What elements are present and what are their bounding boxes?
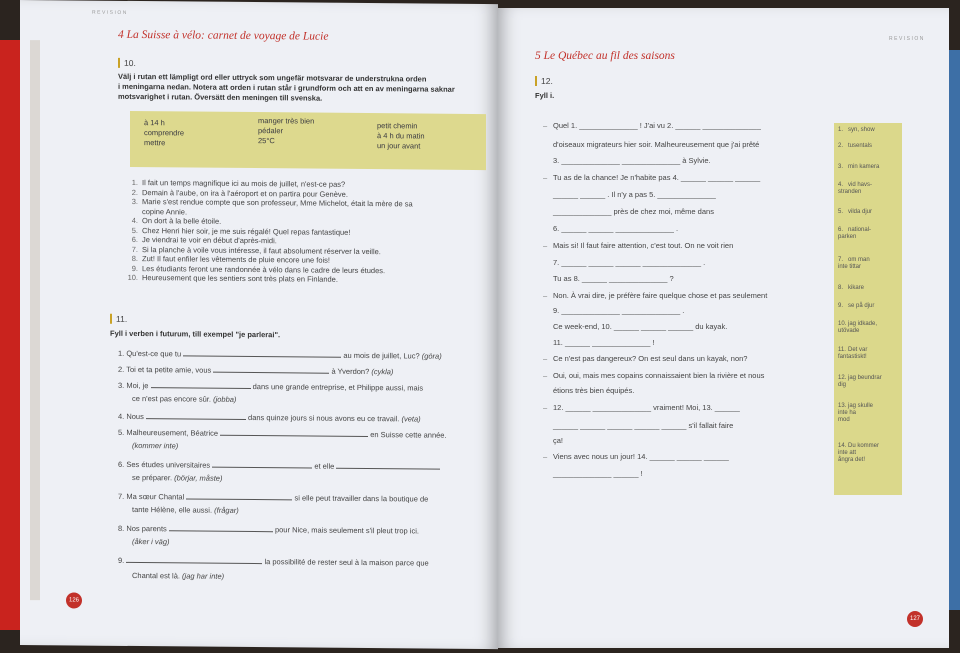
gloss-item: 2. tusentals [838, 143, 873, 149]
running-head: REVISION [92, 9, 128, 16]
gloss-item: 3. min kamera [838, 164, 880, 170]
lesson-title: 5 Le Québec au fil des saisons [535, 50, 675, 62]
dialogue-line: – Quel 1. ______________ ! J'ai vu 2. ______ ______________ [543, 121, 761, 130]
word-item: 25°C [258, 136, 275, 146]
answer-blank[interactable] [169, 523, 273, 532]
word-item: un jour avant [377, 141, 421, 151]
right-page [497, 8, 949, 648]
sentence-list [126, 178, 496, 295]
word-item: comprendre [144, 128, 185, 138]
fill-item: 7. Ma sœur Chantal si elle peut travailler dans la boutique de [118, 491, 429, 504]
page-number: 126 [66, 592, 82, 608]
answer-blank[interactable] [186, 491, 292, 500]
exercise-instruction: Fyll i. [535, 91, 555, 100]
sentence: 9. Les étudiants feront une randonnée à vélo dans le cadre de leurs études. [131, 263, 386, 275]
sentence [126, 282, 496, 295]
word-item: à 14 h [144, 118, 165, 128]
dialogue-line: – Ce n'est pas dangereux? On est seul dans un kayak, non? [543, 354, 748, 363]
glossary-box [834, 123, 902, 495]
gloss-item: 10. jag idkade, utövade [838, 321, 878, 334]
page-stripe [30, 40, 40, 600]
gloss-item: 13. jag skulle inte ha mod [838, 403, 874, 423]
instruction-line: i meningarna nedan. Notera att orden i rutan står i grundform och att en av meningarna saknar [118, 81, 455, 94]
answer-blank[interactable] [183, 348, 341, 357]
dialogue-line: étions très bien équipés. [553, 386, 635, 395]
sentence: 2. Demain à l'aube, on ira à l'aéroport et on partira pour Genève. [131, 187, 348, 199]
gloss-item: 7. om man inte tittar [838, 257, 870, 270]
fill-item: se préparer. (börjar, måste) [132, 472, 223, 483]
sentence: 4. On dort à la belle étoile. [131, 215, 222, 226]
dialogue-line: ça! [553, 436, 564, 445]
dialogue-line: ______________ près de chez moi, même dans [553, 207, 714, 216]
dialogue-line: – Non. À vrai dire, je préfère faire quelque chose et pas seulement [543, 291, 768, 300]
gloss-item: 8. kikare [838, 285, 865, 291]
word-item: à 4 h du matin [377, 131, 425, 141]
gloss-item: 11. Det var fantastiskt! [838, 347, 868, 360]
fill-item: (åker i väg) [132, 536, 170, 547]
word-box [130, 111, 486, 170]
fill-item: 5. Malheureusement, Béatrice en Suisse cette année. [118, 427, 447, 440]
word-item: pédaler [258, 126, 284, 136]
gloss-item: 12. jag beundrar dig [838, 375, 882, 388]
dialogue-line: ______________ ______ ! [553, 469, 643, 478]
dialogue-line: ______ ______ ______ ______ ______ s'il fallait faire [553, 421, 734, 430]
lesson-title: 4 La Suisse à vélo: carnet de voyage de Lucie [118, 28, 329, 43]
gloss-item: 5. vilda djur [838, 209, 873, 215]
sentence: 8. Zut! Il faut enfiler les vêtements de pluie encore une fois! [131, 253, 331, 265]
dialogue-line: – Tu as de la chance! Je n'habite pas 4. ______ ______ ______ [543, 173, 761, 182]
dialogue-line: – Viens avec nous un jour! 14. ______ ______ ______ [543, 452, 729, 461]
instruction-line: motsvarighet i rutan. Översätt den meningen till svenska. [118, 91, 323, 103]
answer-blank[interactable] [126, 555, 262, 564]
dialogue-line: 9. ______________ ______________ . [553, 306, 685, 315]
answer-blank[interactable] [151, 380, 251, 389]
dialogue-line: 3. ______________ ______________ à Sylvie. [553, 156, 711, 165]
word-item: mettre [144, 138, 166, 148]
answer-blank[interactable] [213, 365, 329, 374]
dialogue-line: 11. ______ ______________ ! [553, 338, 655, 347]
fill-item: 1. Qu'est-ce que tu au mois de juillet, Luc? (göra) [118, 348, 442, 361]
fill-item: Chantal est là. (jag har inte) [132, 570, 225, 581]
fill-item: ce n'est pas encore sûr. (jobba) [132, 393, 237, 404]
exercise-number: 10. [118, 58, 136, 68]
exercise-instruction [118, 72, 488, 105]
word-column [258, 116, 314, 146]
exercise-instruction: Fyll i verben i futurum, till exempel "je parlerai". [110, 328, 281, 340]
word-column [144, 118, 184, 148]
dialogue-line: ______ ______ . Il n'y a pas 5. ______________ [553, 190, 716, 199]
sentence: 7. Si la planche à voile vous intéresse, il faut absolument réserver la veille. [131, 244, 381, 256]
sentence: 10. Heureusement que les sentiers sont très plats en Finlande. [127, 272, 338, 284]
dialogue-line: – 12. ______ ______________ vraiment! Moi, 13. ______ [543, 403, 740, 412]
page-number: 127 [907, 611, 923, 627]
fill-item: 9. la possibilité de rester seul à la maison parce que [118, 555, 429, 568]
gloss-item: 4. vid havs- stranden [838, 182, 873, 195]
gloss-item: 6. national- parken [838, 227, 872, 240]
gloss-item: 14. Du kommer inte att ångra det! [838, 443, 880, 463]
dialogue-line: Tu as 8. ______ ______________ ? [553, 274, 674, 283]
sentence: 1. Il fait un temps magnifique ici au mois de juillet, n'est-ce pas? [131, 177, 346, 189]
gloss-item: 9. se på djur [838, 303, 875, 309]
exercise-number: 12. [535, 76, 553, 86]
fill-item: (kommer inte) [132, 440, 179, 451]
sentence: 6. Je viendrai te voir en début d'après-midi. [131, 234, 277, 246]
fill-item: 8. Nos parents pour Nice, mais seulement s'il pleut trop ici. [118, 523, 419, 536]
exercise-number: 11. [110, 314, 127, 324]
answer-blank[interactable] [146, 411, 246, 420]
left-page [20, 0, 498, 649]
sentence: 3. Marie s'est rendue compte que son professeur, Mme Michelot, était la mère de sa [131, 196, 413, 209]
sentence: 5. Chez Henri hier soir, je me suis régalé! Quel repas fantastique! [131, 225, 351, 237]
answer-blank[interactable] [220, 428, 368, 437]
fill-item: 2. Toi et ta petite amie, vous à Yverdon? (cykla) [118, 364, 394, 377]
fill-item: 6. Ses études universitaires et elle [118, 459, 440, 472]
gloss-item: 1. syn, show [838, 127, 875, 133]
instruction-line: Välj i rutan ett lämpligt ord eller uttryck som ungefär motsvarar de understrukna orden [118, 71, 427, 84]
word-item: petit chemin [377, 121, 418, 131]
dialogue-line: Ce week-end, 10. ______ ______ ______ du kayak. [553, 322, 728, 331]
fill-item: 3. Moi, je dans une grande entreprise, et Philippe aussi, mais [118, 380, 424, 393]
dialogue-line: 7. ______ ______ ______ ______________ . [553, 258, 706, 267]
dialogue-line: 6. ______ ______ ______________ . [553, 224, 679, 233]
fill-item: tante Hélène, elle aussi. (frågar) [132, 504, 239, 515]
answer-blank[interactable] [336, 461, 440, 470]
sentence: copine Annie. [142, 206, 188, 216]
word-column [377, 121, 425, 151]
dialogue-line: – Mais si! Il faut faire attention, c'est tout. On ne voit rien [543, 241, 734, 250]
answer-blank[interactable] [212, 460, 312, 469]
running-head: REVISION [889, 36, 925, 42]
dialogue-line: – Oui, oui, mais mes copains connaissaient bien la rivière et nous [543, 371, 765, 380]
fill-item: 4. Nous dans quinze jours si nous avons eu ce travail. (veta) [118, 411, 421, 424]
word-item: manger très bien [258, 116, 315, 126]
dialogue-line: d'oiseaux migrateurs hier soir. Malheureusement que j'ai prêté [553, 140, 760, 149]
